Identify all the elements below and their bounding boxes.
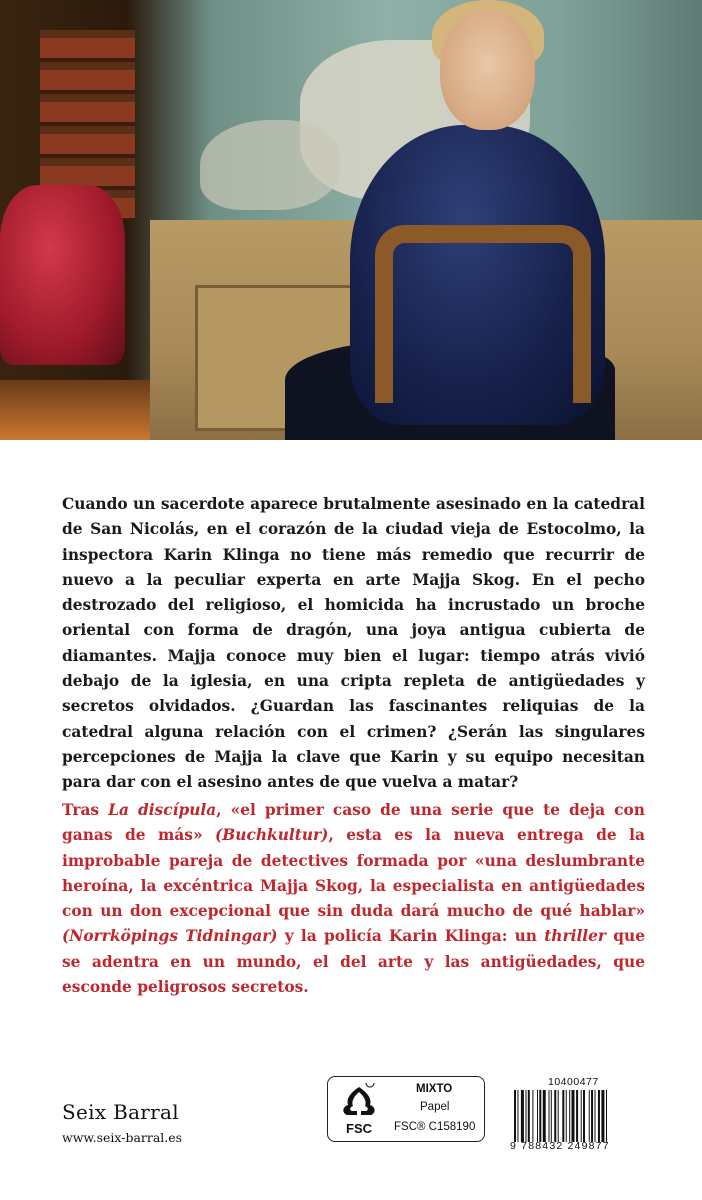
- barcode-bar: [514, 1090, 516, 1142]
- barcode-bar: [517, 1090, 518, 1142]
- barcode-bar: [566, 1090, 567, 1142]
- barcode-code: 10400477: [548, 1076, 599, 1088]
- barcode-bar: [549, 1090, 550, 1142]
- fsc-code: FSC® C158190: [394, 1121, 476, 1133]
- publisher-website: www.seix-barral.es: [62, 1130, 183, 1145]
- book-title: La discípula: [108, 801, 217, 819]
- barcode-bar: [539, 1090, 541, 1142]
- barcode-bar: [528, 1090, 530, 1142]
- fsc-papel: Papel: [420, 1101, 450, 1113]
- barcode-bar: [598, 1090, 600, 1142]
- quote-source: (Buchkultur): [215, 826, 329, 845]
- barcode-bar: [589, 1090, 590, 1142]
- fsc-tree-icon: [336, 1083, 382, 1137]
- barcode-bar: [554, 1090, 556, 1142]
- barcode-bar: [591, 1090, 593, 1142]
- barcode-bar: [526, 1090, 527, 1142]
- author-photo: [0, 0, 702, 440]
- barcode-bar: [537, 1090, 538, 1142]
- barcode-bar: [562, 1090, 564, 1142]
- barcode-bar: [583, 1090, 585, 1142]
- barcode-bar: [601, 1090, 604, 1142]
- fsc-mark: FSC: [346, 1121, 372, 1136]
- barcode-bar: [532, 1090, 533, 1142]
- genre-word: thriller: [544, 927, 607, 946]
- quote-source: (Norrköpings Tidningar): [62, 927, 278, 946]
- barcode-bar: [606, 1090, 607, 1142]
- fsc-label: [327, 1076, 485, 1142]
- barcode-bar: [581, 1090, 582, 1142]
- barcode-bar: [569, 1090, 570, 1142]
- barcode-bar: [576, 1090, 578, 1142]
- synopsis-text: Cuando un sacerdote aparece brutalmente asesinado en la catedral de San Nicolás, en el corazón de la ciudad vieja de Estocolmo, la inspectora Karin Klinga no tiene más remedio que recurrir de nuevo a la peculiar experta en arte Majja Skog. En el pecho destrozado del religioso, el homicida ha incrustado un broche oriental con forma de dragón, una joya antigua cubierta de diamantes. Majja conoce muy bien el lugar: tiempo atrás vivió debajo de la iglesia, en una cripta repleta de antigüedades y secretos olvidados. ¿Guardan las fascinantes reliquias de la catedral alguna relación con el crimen? ¿Serán las singulares percepciones de Majja la clave que Karin y su equipo necesitan para dar con el asesino antes de que vuelva a matar?: [62, 495, 645, 792]
- barcode-bar: [543, 1090, 546, 1142]
- isbn-barcode: [512, 1090, 640, 1142]
- fsc-mixto: MIXTO: [416, 1083, 453, 1095]
- barcode-bar: [521, 1090, 524, 1142]
- publisher-name: Seix Barral: [62, 1100, 179, 1124]
- isbn-number: 9 788432 249877: [510, 1140, 610, 1152]
- barcode-bar: [551, 1090, 552, 1142]
- review-quote: Tras La discípula, «el primer caso de una serie que te deja con ganas de más» (Buchkultur), esta es la nueva entrega de la improbable pareja de detectives formada por «una deslumbrante heroína, la excéntrica Majja Skog, la especialista en antigüedades con un don excepcional que sin duda dará mucho de qué hablar» (Norrköpings Tidningar) y la policía Karin Klinga: un thriller que se adentra en un mundo, el del arte y las antigüedades, que esconde peligrosos secretos.: [62, 801, 645, 997]
- barcode-bar: [572, 1090, 575, 1142]
- barcode-bar: [558, 1090, 559, 1142]
- barcode-bar: [595, 1090, 596, 1142]
